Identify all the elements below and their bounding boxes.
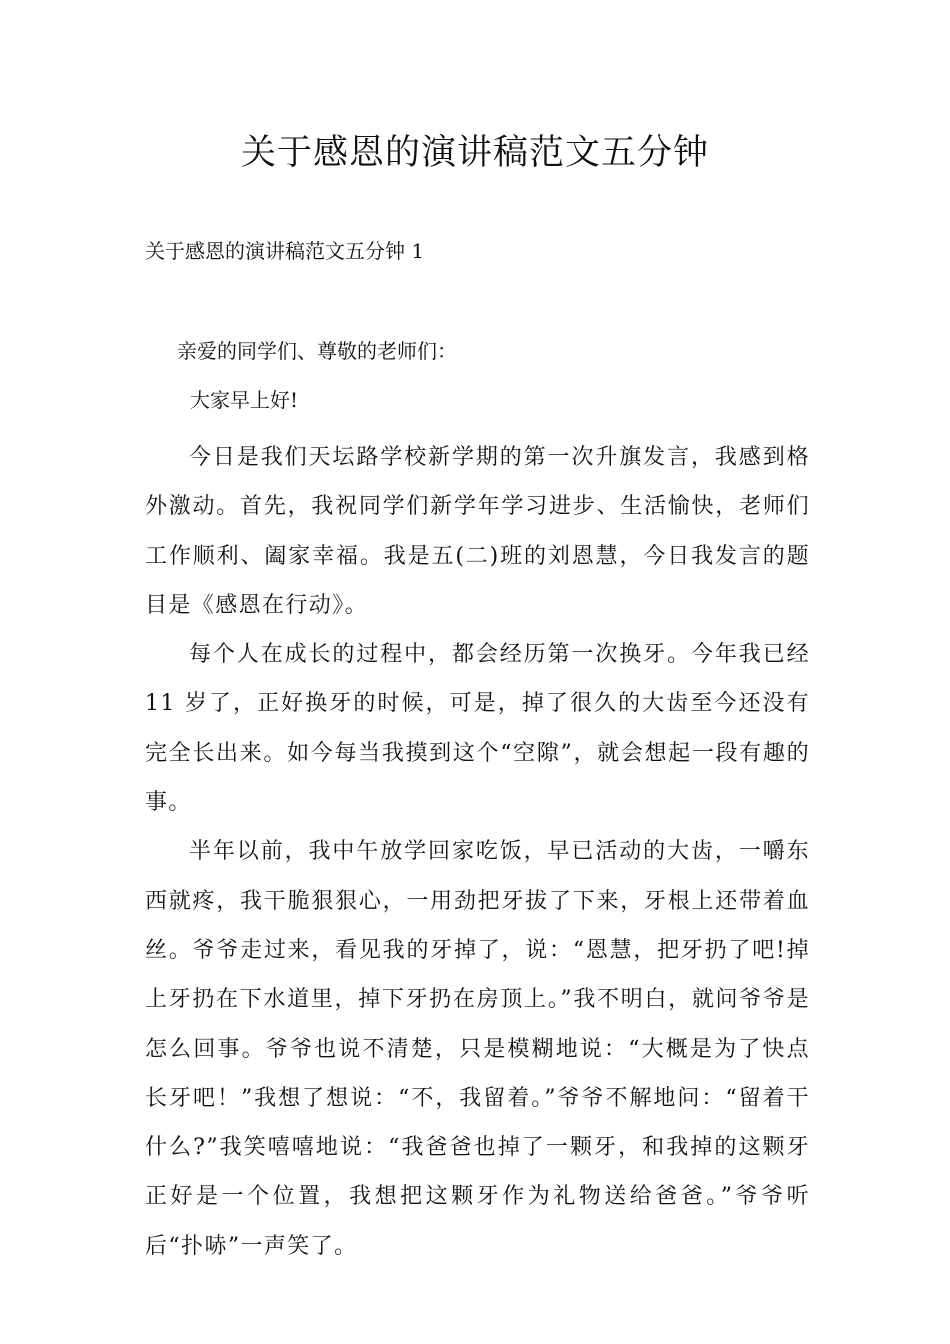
speech-body — [145, 433, 810, 1271]
document-title: 关于感恩的演讲稿范文五分钟 — [240, 133, 709, 173]
greeting-line: 亲爱的同学们、尊敬的老师们： — [177, 339, 457, 363]
paragraph: 每个人在成长的过程中，都会经历第一次换牙。今年我已经 11 岁了，正好换牙的时候，可是，掉了很久的大齿至今还没有完全长出来。如今每当我摸到这个“空隙”，就会想起一段有趣的事。 — [145, 642, 810, 816]
salute-line: 大家早上好! — [190, 388, 299, 412]
paragraph: 半年以前，我中午放学回家吃饭，早已活动的大齿，一嚼东西就疼，我干脆狠狠心，一用劲把牙拔了下来，牙根上还带着血丝。爷爷走过来，看见我的牙掉了，说：“恩慧，把牙扔了吧!掉上牙扔在下水道里，掉下牙扔在房顶上。”我不明白，就问爷爷是怎么回事。爷爷也说不清楚，只是模糊地说：“大概是为了快点长牙吧！”我想了想说：“不，我留着。”爷爷不解地问：“留着干什么?”我笑嘻嘻地说：“我爸爸也掉了一颗牙，和我掉的这颗牙正好是一个位置，我想把这颗牙作为礼物送给爸爸。”爷爷听后“扑哧”一声笑了。 — [145, 839, 810, 1259]
section-heading: 关于感恩的演讲稿范文五分钟 1 — [145, 239, 425, 263]
paragraph: 今日是我们天坛路学校新学期的第一次升旗发言，我感到格外激动。首先，我祝同学们新学年学习进步、生活愉快，老师们工作顺利、阖家幸福。我是五(二)班的刘恩慧，今日我发言的题目是《感恩在行动》。 — [145, 445, 810, 618]
